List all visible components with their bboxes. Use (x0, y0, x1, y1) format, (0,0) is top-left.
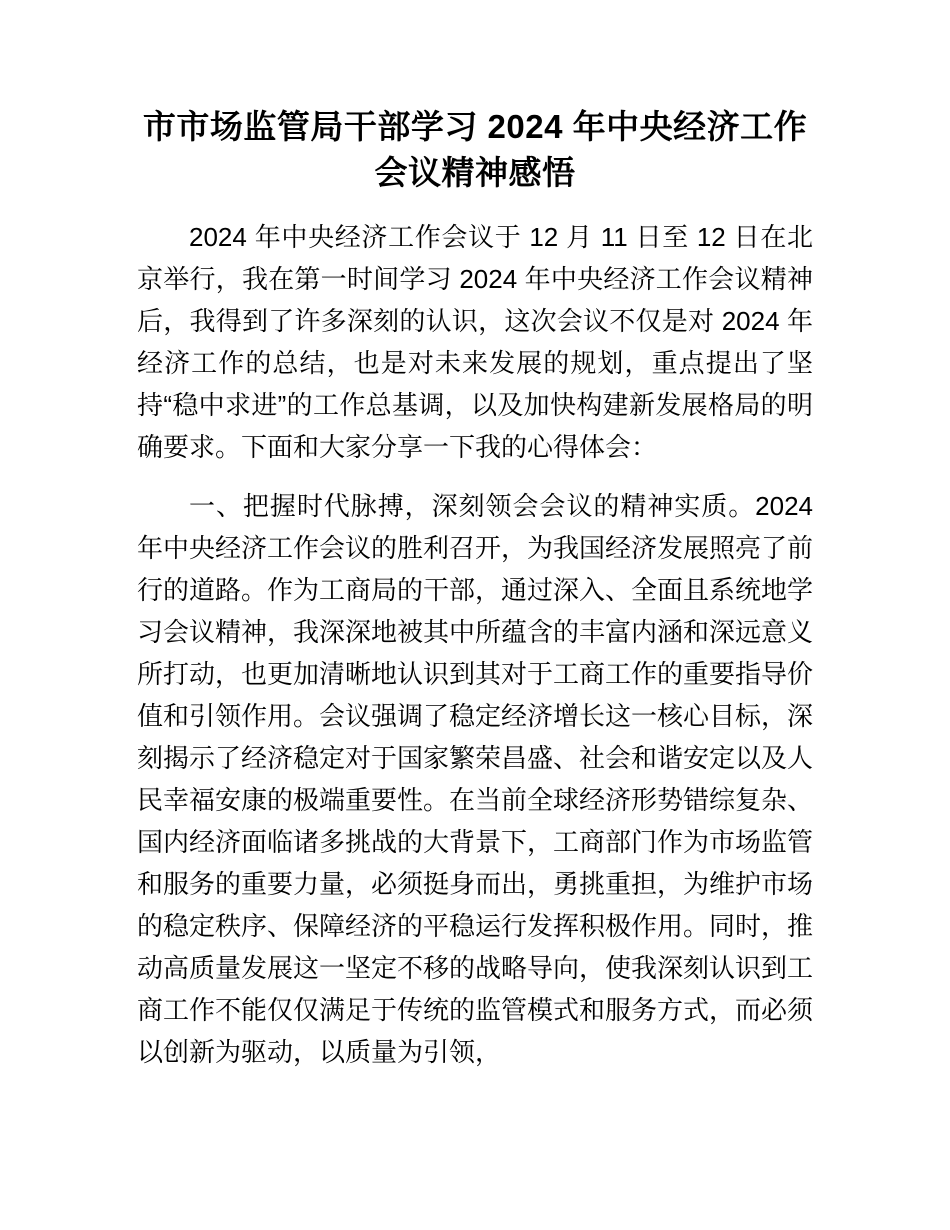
paragraph-intro: 2024 年中央经济工作会议于 12 月 11 日至 12 日在北京举行，我在第一时间学习 2024 年中央经济工作会议精神后，我得到了许多深刻的认识，这次会议不仅是对 2024 年经济工作的总结，也是对未来发展的规划，重点提出了坚持“稳中求进”的工作总基调，以及加快构建新发展格局的明确要求。下面和大家分享一下我的心得体会： (137, 222, 813, 462)
document-title: 市市场监管局干部学习 2024 年中央经济工作会议精神感悟 (142, 108, 808, 191)
paragraph-section-one: 一、把握时代脉搏，深刻领会会议的精神实质。2024 年中央经济工作会议的胜利召开，为我国经济发展照亮了前行的道路。作为工商局的干部，通过深入、全面且系统地学习会议精神，我深深地被其中所蕴含的丰富内涵和深远意义所打动，也更加清晰地认识到其对于工商工作的重要指导价值和引领作用。会议强调了稳定经济增长这一核心目标，深刻揭示了经济稳定对于国家繁荣昌盛、社会和谐安定以及人民幸福安康的极端重要性。在当前全球经济形势错综复杂、国内经济面临诸多挑战的大背景下，工商部门作为市场监管和服务的重要力量，必须挺身而出，勇挑重担，为维护市场的稳定秩序、保障经济的平稳运行发挥积极作用。同时，推动高质量发展这一坚定不移的战略导向，使我深刻认识到工商工作不能仅仅满足于传统的监管模式和服务方式，而必须以创新为驱动，以质量为引领， (137, 491, 814, 1067)
